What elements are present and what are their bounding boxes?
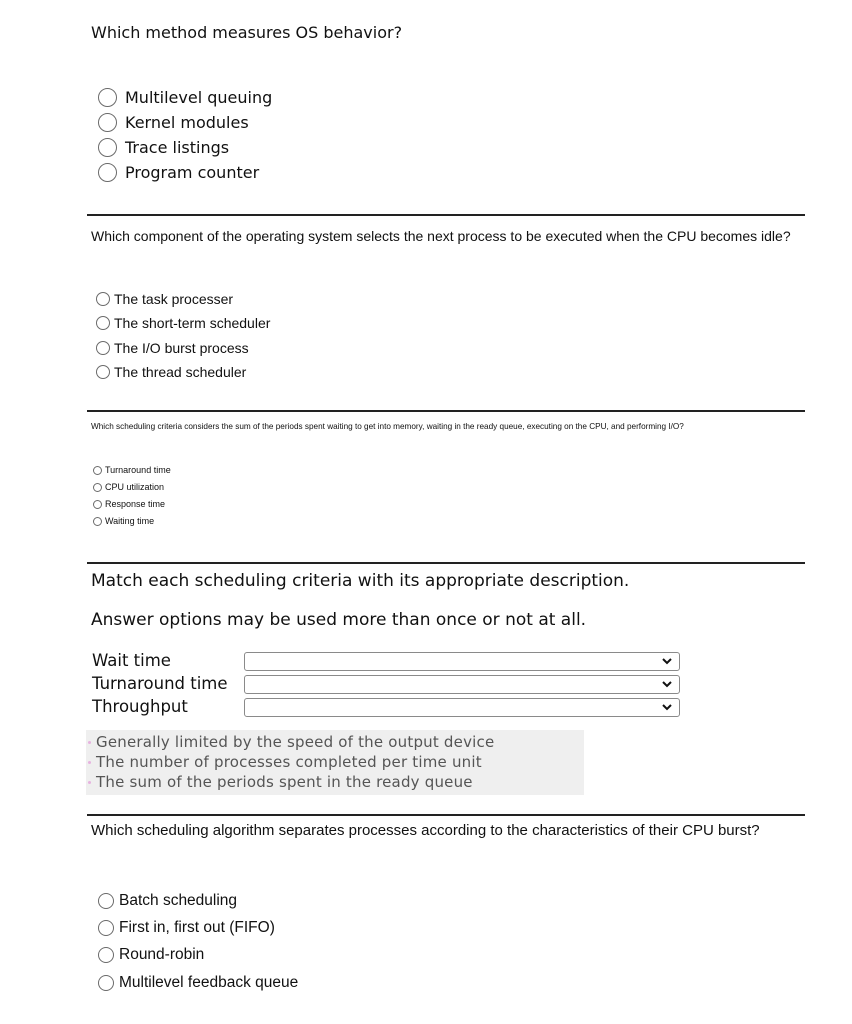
q5-option-round-robin[interactable] [98, 946, 204, 964]
chevron-down-icon [661, 701, 673, 713]
chevron-down-icon [661, 678, 673, 690]
radio-button[interactable] [96, 316, 110, 330]
radio-button[interactable] [98, 113, 117, 132]
divider [87, 814, 805, 816]
divider [87, 214, 805, 216]
option-label: Kernel modules [125, 113, 249, 132]
option-label: Response time [105, 499, 166, 509]
radio-button[interactable] [93, 500, 102, 509]
option-label: Multilevel queuing [125, 88, 273, 107]
option-label: Multilevel feedback queue [119, 974, 299, 991]
option-label: Waiting time [105, 516, 155, 526]
radio-button[interactable] [93, 483, 102, 492]
radio-button[interactable] [93, 517, 102, 526]
q5-option-batch-scheduling[interactable] [98, 892, 237, 910]
radio-button[interactable] [98, 975, 114, 991]
answer-option[interactable]: The number of processes completed per time unit [96, 753, 482, 771]
option-label: Turnaround time [105, 465, 171, 475]
q3-option-cpu-utilization[interactable] [93, 482, 164, 492]
q5-option-multilevel-feedback-queue[interactable] [98, 974, 298, 992]
option-label: Program counter [125, 163, 260, 182]
q1-option-kernel-modules[interactable] [98, 113, 249, 132]
answer-options-box [86, 730, 584, 795]
radio-button[interactable] [98, 920, 114, 936]
radio-button[interactable] [98, 138, 117, 157]
option-label: First in, first out (FIFO) [119, 919, 275, 936]
question-5-prompt: Which scheduling algorithm separates processes according to the characteristics of their CPU burst? [91, 822, 760, 839]
radio-button[interactable] [98, 947, 114, 963]
divider [87, 562, 805, 564]
q3-option-response-time[interactable] [93, 499, 165, 509]
option-label: The short-term scheduler [114, 315, 271, 331]
q3-option-waiting-time[interactable] [93, 516, 154, 526]
q2-option-short-term-scheduler[interactable] [96, 315, 270, 331]
turnaround-time-select[interactable] [244, 675, 680, 694]
radio-button[interactable] [96, 292, 110, 306]
divider [87, 410, 805, 412]
option-label: The task processer [114, 291, 234, 307]
bullet-icon [88, 761, 91, 764]
radio-button[interactable] [98, 88, 117, 107]
q2-option-io-burst-process[interactable] [96, 340, 249, 356]
q1-option-trace-listings[interactable] [98, 138, 229, 157]
radio-button[interactable] [96, 341, 110, 355]
q2-option-thread-scheduler[interactable] [96, 364, 246, 380]
question-3-prompt: Which scheduling criteria considers the sum of the periods spent waiting to get into memory, waiting in the ready queue, executing on the CPU, and performing I/O? [91, 422, 684, 431]
radio-button[interactable] [98, 163, 117, 182]
option-label: The I/O burst process [114, 340, 249, 356]
q1-option-program-counter[interactable] [98, 163, 259, 182]
option-label: Round-robin [119, 946, 205, 963]
bullet-icon [88, 781, 91, 784]
answer-option[interactable]: The sum of the periods spent in the ready queue [96, 773, 473, 791]
bullet-icon [88, 741, 91, 744]
radio-button[interactable] [93, 466, 102, 475]
question-4-prompt: Match each scheduling criteria with its appropriate description. [91, 571, 630, 591]
answer-option[interactable]: Generally limited by the speed of the output device [96, 733, 495, 751]
q5-option-fifo[interactable] [98, 919, 275, 937]
option-label: CPU utilization [105, 482, 165, 492]
question-4-note: Answer options may be used more than once or not at all. [91, 610, 587, 630]
q3-option-turnaround-time[interactable] [93, 465, 171, 475]
question-1-prompt: Which method measures OS behavior? [91, 23, 403, 42]
radio-button[interactable] [98, 893, 114, 909]
q2-option-task-processer[interactable] [96, 291, 233, 307]
match-item-label: Wait time [92, 651, 171, 670]
wait-time-select[interactable] [244, 652, 680, 671]
throughput-select[interactable] [244, 698, 680, 717]
question-2-prompt: Which component of the operating system selects the next process to be executed when the CPU becomes idle? [91, 228, 791, 244]
radio-button[interactable] [96, 365, 110, 379]
option-label: The thread scheduler [114, 364, 247, 380]
match-item-label: Throughput [92, 697, 188, 716]
option-label: Trace listings [125, 138, 230, 157]
chevron-down-icon [661, 655, 673, 667]
match-item-label: Turnaround time [92, 674, 228, 693]
q1-option-multilevel-queuing[interactable] [98, 88, 272, 107]
option-label: Batch scheduling [119, 892, 238, 909]
